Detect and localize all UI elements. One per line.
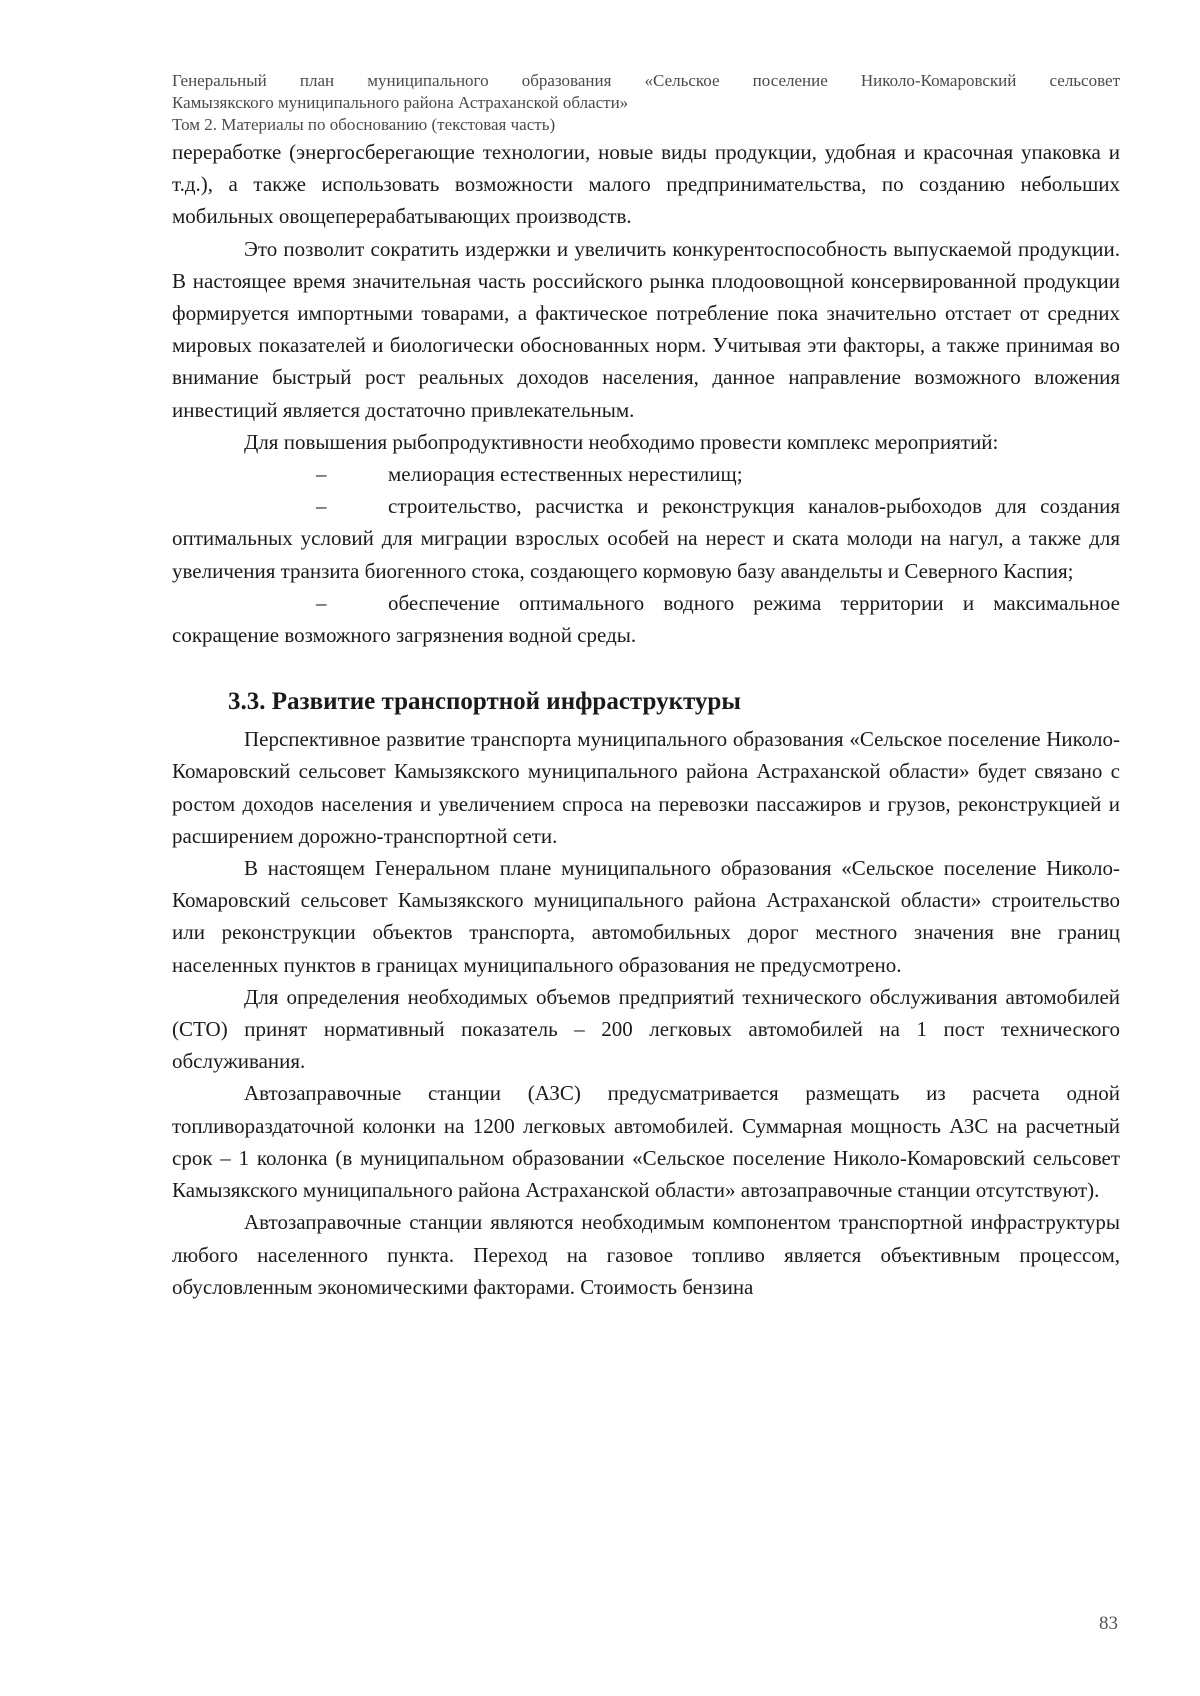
list-dash: –: [316, 494, 327, 519]
list-item-text: строительство, расчистка и реконструкция каналов-рыбоходов для создания оптимальных условий для миграции взрослых особей на нерест и ската молоди на нагул, а также для увеличения транзита биогенного стока, создающего кормовую базу авандельты и Северного Каспия;: [172, 494, 1120, 583]
paragraph: В настоящем Генеральном плане муниципального образования «Сельское поселение Николо-Комаровский сельсовет Камызякского муниципального района Астраханской области» строительство или реконструкции объектов транспорта, автомобильных дорог местного значения вне границ населенных пунктов в границах муниципального образования не предусмотрено.: [172, 856, 1120, 977]
page-number: 83: [1099, 1613, 1118, 1634]
section-heading: 3.3. Развитие транспортной инфраструктуры: [228, 688, 741, 716]
paragraph: Автозаправочные станции (АЗС) предусматривается размещать из расчета одной топливораздаточной колонки на 1200 легковых автомобилей. Суммарная мощность АЗС на расчетный срок – 1 колонка (в муниципальном образовании «Сельское поселение Николо-Комаровский сельсовет Камызякского муниципального района Астраханской области» автозаправочные станции отсутствуют).: [172, 1081, 1120, 1203]
document-body: [172, 136, 1120, 1303]
paragraph: переработке (энергосберегающие технологии, новые виды продукции, удобная и красочная упаковка и т.д.), а также использовать возможности малого предпринимательства, по созданию небольших мобильных овощеперерабатывающих производств.: [172, 140, 1120, 229]
list-dash: –: [316, 462, 327, 487]
list-item-text: обеспечение оптимального водного режима территории и максимальное сокращение возможного загрязнения водной среды.: [172, 590, 1120, 648]
paragraph: Для определения необходимых объемов предприятий технического обслуживания автомобилей (СТО) принят нормативный показатель – 200 легковых автомобилей на 1 пост технического обслуживания.: [172, 984, 1120, 1074]
running-header: [172, 70, 1120, 136]
header-line-1: Генеральный план муниципального образования «Сельское поселение Николо-Комаровский сельсовет: [172, 71, 1120, 90]
paragraph: Для повышения рыбопродуктивности необходимо провести комплекс мероприятий:: [244, 429, 999, 454]
paragraph: Автозаправочные станции являются необходимым компонентом транспортной инфраструктуры любого населенного пункта. Переход на газовое топливо является объективным процессом, обусловленным экономическими факторами. Стоимость бензина: [172, 1210, 1120, 1299]
paragraph: Это позволит сократить издержки и увеличить конкурентоспособность выпускаемой продукции. В настоящее время значительная часть российского рынка плодоовощной консервированной продукции формируется импортными товарами, а фактическое потребление пока значительно отстает от средних мировых показателей и биологически обоснованных норм. Учитывая эти факторы, а также принимая во внимание быстрый рост реальных доходов населения, данное направление возможного вложения инвестиций является достаточно привлекательным.: [172, 236, 1120, 422]
paragraph: Перспективное развитие транспорта муниципального образования «Сельское поселение Николо-Комаровский сельсовет Камызякского муниципального района Астраханской области» будет связано с ростом доходов населения и увеличением спроса на перевозки пассажиров и грузов, реконструкцией и расширением дорожно-транспортной сети.: [172, 727, 1120, 848]
list-item: [172, 490, 1120, 587]
list-item: [172, 458, 1120, 490]
list-item: [172, 587, 1120, 651]
header-line-2: Камызякского муниципального района Астраханской области»: [172, 93, 629, 112]
list-item-text: мелиорация естественных нерестилищ;: [388, 462, 743, 487]
header-line-3: Том 2. Материалы по обоснованию (текстовая часть): [172, 115, 556, 134]
document-page: [172, 70, 1120, 1303]
list-dash: –: [316, 590, 327, 615]
